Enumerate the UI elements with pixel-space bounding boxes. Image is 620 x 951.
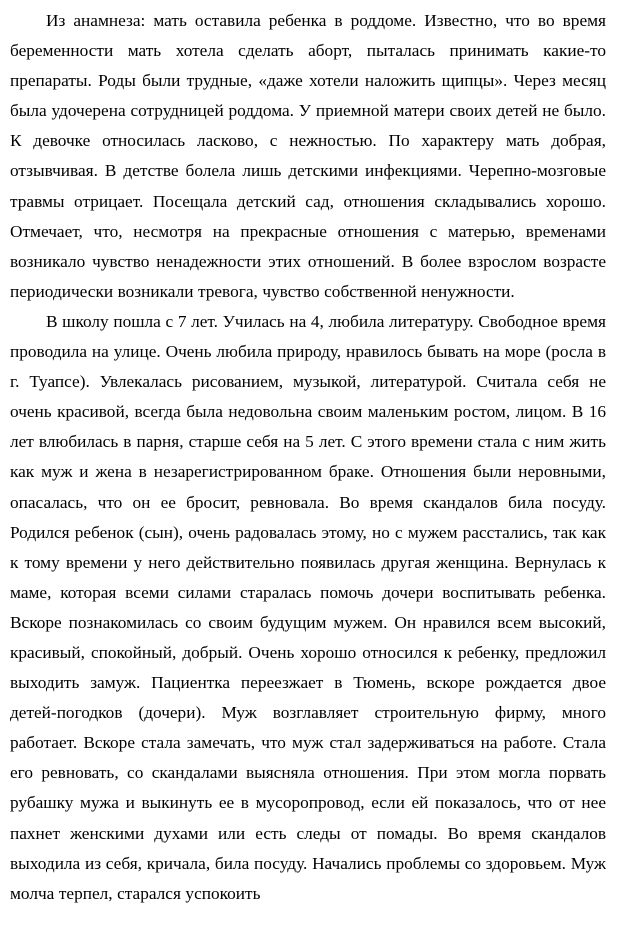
paragraph-school-history: В школу пошла с 7 лет. Училась на 4, любила литературу. Свободное время проводила на улице. Очень любила природу, нравилось бывать на море (росла в г. Туапсе). Увлекалась рисованием, музыкой, литературой. Считала себя не очень красивой, всегда была недовольна своим маленьким ростом, лицом. В 16 лет влюбилась в парня, старше себя на 5 лет. С этого времени стала с ним жить как муж и жена в незарегистрированном браке. Отношения были неровными, опасалась, что он ее бросит, ревновала. Во время скандалов била посуду. Родился ребенок (сын), очень радовалась этому, но с мужем расстались, так как к тому времени у него действительно появилась другая женщина. Вернулась к маме, которая всеми силами старалась помочь дочери воспитывать ребенка. Вскоре познакомилась со своим будущим мужем. Он нравился всем высокий, красивый, спокойный, добрый. Очень хорошо относился к ребенку, предложил выходить замуж. Пациентка переезжает в Тюмень, вскоре рождается двое детей-погодков (дочери). Муж возглавляет строительную фирму, много работает. Вскоре стала замечать, что муж стал задерживаться на работе. Стала его ревновать, со скандалами выясняла отношения. При этом могла порвать рубашку мужа и выкинуть ее в мусоропровод, если ей показалось, что от нее пахнет женскими духами или есть следы от помады. Во время скандалов выходила из себя, кричала, била посуду. Начались проблемы со здоровьем. Муж молча терпел, старался успокоить [10,311,606,903]
paragraph-anamnesis: Из анамнеза: мать оставила ребенка в роддоме. Известно, что во время беременности мать хотела сделать аборт, пыталась принимать какие-то препараты. Роды были трудные, «даже хотели наложить щипцы». Через месяц была удочерена сотрудницей роддома. У приемной матери своих детей не было. К девочке относилась ласково, с нежностью. По характеру мать добрая, отзывчивая. В детстве болела лишь детскими инфекциями. Черепно-мозговые травмы отрицает. Посещала детский сад, отношения складывались хорошо. Отмечает, что, несмотря на прекрасные отношения с матерью, временами возникало чувство ненадежности этих отношений. В более взрослом возрасте периодически возникали тревога, чувство собственной ненужности. [10,11,606,301]
